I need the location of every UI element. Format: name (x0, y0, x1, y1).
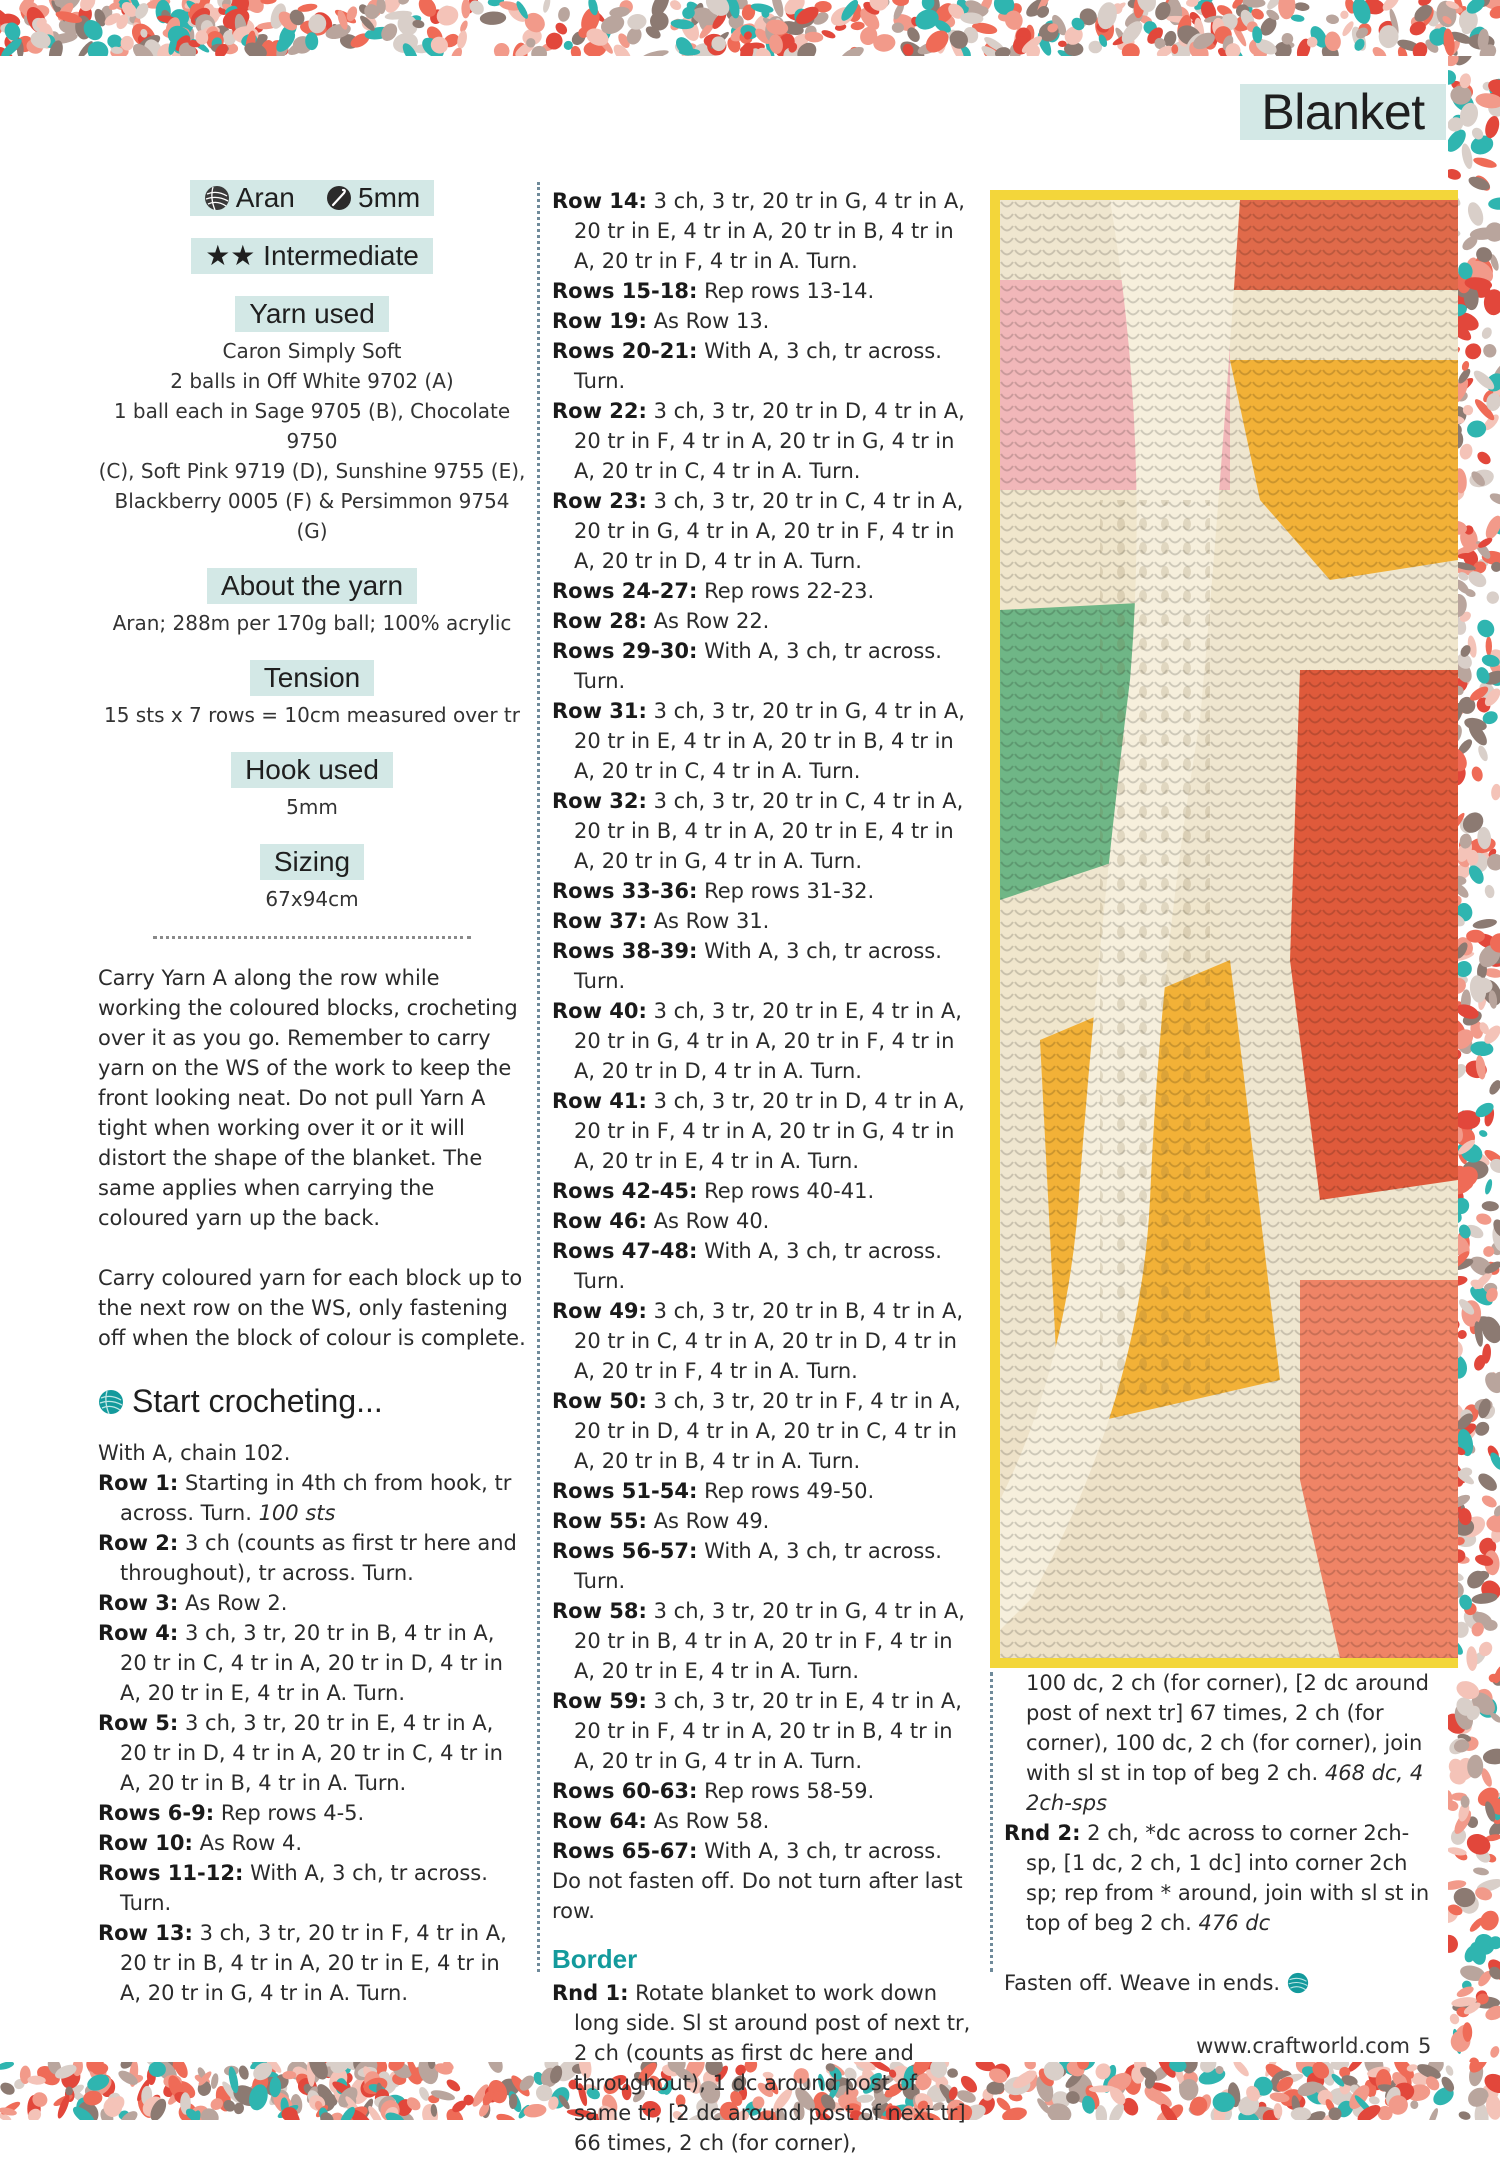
pebble-shape (210, 2073, 220, 2090)
left-column (98, 180, 526, 2008)
pebble-shape (1480, 326, 1494, 341)
page-number: 5 (1418, 2034, 1432, 2058)
pebble-shape (839, 44, 866, 56)
instruction-row: Rows 20-21: With A, 3 ch, tr across. Turn. (552, 339, 942, 393)
pebble-shape (1022, 2062, 1038, 2072)
pebble-shape (1294, 2, 1310, 12)
pebble-shape (1484, 589, 1500, 606)
instruction-row: Rows 60-63: Rep rows 58-59. (552, 1779, 875, 1803)
instruction-row: Row 4: 3 ch, 3 tr, 20 tr in B, 4 tr in A, 20 tr in C, 4 tr in A, 20 tr in D, 4 tr in A, 20 tr in E, 4 tr in A. Turn. (98, 1621, 503, 1705)
pebble-shape (0, 2062, 15, 2071)
pebble-shape (1462, 340, 1484, 362)
pebble-shape (1456, 1329, 1468, 1340)
fasten-off-note: Fasten off. Weave in ends. (1004, 1968, 1434, 1998)
pebble-shape (1448, 1932, 1461, 1956)
instruction-row: Row 37: As Row 31. (552, 909, 770, 933)
sizing-heading: Sizing (260, 844, 364, 880)
instruction-row: Rows 6-9: Rep rows 4-5. (98, 1801, 365, 1825)
pebble-shape (641, 48, 669, 56)
pebble-shape (557, 6, 571, 23)
about-yarn-text: Aran; 288m per 170g ball; 100% acrylic (112, 611, 512, 635)
instruction-row: Row 19: As Row 13. (552, 309, 770, 333)
pebble-shape (1466, 1646, 1478, 1671)
pebble-shape (1475, 1470, 1500, 1494)
instruction-row: Row 32: 3 ch, 3 tr, 20 tr in C, 4 tr in A, 20 tr in B, 4 tr in A, 20 tr in E, 4 tr in A, 20 tr in G, 4 tr in A. Turn. (552, 789, 964, 873)
pebble-shape (1472, 156, 1498, 170)
pebble-shape (1481, 342, 1499, 360)
pebble-shape (1486, 1514, 1500, 1532)
blanket-photo (990, 190, 1458, 1668)
start-crocheting-heading (98, 1383, 526, 1420)
instruction-row: Row 2: 3 ch (counts as first tr here and throughout), tr across. Turn. (98, 1531, 517, 1585)
hook-used-heading: Hook used (231, 752, 393, 788)
pebble-shape (1480, 1493, 1499, 1510)
dotted-divider (153, 936, 471, 939)
instruction-row: Row 22: 3 ch, 3 tr, 20 tr in D, 4 tr in A, 20 tr in F, 4 tr in A, 20 tr in G, 4 tr in A, 20 tr in C, 4 tr in A. Turn. (552, 399, 965, 483)
instructions-right (1004, 1668, 1434, 1998)
instruction-row: Row 13: 3 ch, 3 tr, 20 tr in F, 4 tr in A, 20 tr in B, 4 tr in A, 20 tr in E, 4 tr in A, 20 tr in G, 4 tr in A. Turn. (98, 1921, 507, 2005)
pebble-shape (1231, 2062, 1251, 2079)
pebble-shape (1488, 197, 1500, 210)
page-title: Blanket (1240, 84, 1446, 140)
instruction-row: Row 46: As Row 40. (552, 1209, 770, 1233)
pebble-shape (1488, 491, 1500, 507)
pebble-shape (1482, 1747, 1500, 1765)
pebble-shape (1470, 765, 1484, 782)
pebble-shape (1476, 744, 1489, 762)
yarn-used-line: (C), Soft Pink 9719 (D), Sunshine 9755 (E), (98, 459, 526, 483)
final-note: Do not fasten off. Do not turn after last row. (552, 1869, 963, 1923)
instruction-row: Row 64: As Row 58. (552, 1809, 770, 1833)
yarn-used-line: Caron Simply Soft (222, 339, 402, 363)
yarn-used-line: 1 ball each in Sage 9705 (B), Chocolate 9750 (113, 399, 511, 453)
instruction-row: Rows 15-18: Rep rows 13-14. (552, 279, 875, 303)
pebble-shape (456, 30, 469, 50)
pebble-shape (0, 2080, 17, 2097)
pebble-shape (1475, 449, 1493, 467)
pebble-shape (237, 2064, 250, 2080)
instruction-row: Row 23: 3 ch, 3 tr, 20 tr in C, 4 tr in A, 20 tr in G, 4 tr in A, 20 tr in F, 4 tr in A, 20 tr in D, 4 tr in A. Turn. (552, 489, 964, 573)
instruction-row: Rows 29-30: With A, 3 ch, tr across. Turn. (552, 639, 942, 693)
row-list (552, 186, 980, 1866)
crochet-blanket-illustration (1000, 200, 1458, 1658)
pebble-shape (479, 11, 506, 26)
yarn-ball-icon (98, 1389, 124, 1415)
footer-url[interactable]: www.craftworld.com (1196, 2034, 1410, 2058)
instruction-row: Row 5: 3 ch, 3 tr, 20 tr in E, 4 tr in A, 20 tr in D, 4 tr in A, 20 tr in C, 4 tr in A, 20 tr in B, 4 tr in A. Turn. (98, 1711, 503, 1795)
instruction-row: Row 3: As Row 2. (98, 1591, 288, 1615)
pebble-shape (1410, 2100, 1419, 2110)
top-pebble-border (0, 0, 1500, 56)
difficulty-chip (191, 238, 433, 274)
pebble-shape (1448, 167, 1462, 181)
hook-icon (326, 185, 352, 211)
instruction-row: Row 41: 3 ch, 3 tr, 20 tr in D, 4 tr in A, 20 tr in F, 4 tr in A, 20 tr in G, 4 tr in A, 20 tr in E, 4 tr in A. Turn. (552, 1089, 965, 1173)
pebble-shape (1491, 784, 1500, 801)
pebble-shape (523, 2103, 548, 2119)
instructions-left (98, 1438, 526, 2008)
pebble-shape (1468, 2056, 1481, 2062)
pebble-shape (1325, 14, 1339, 25)
instruction-row: Row 50: 3 ch, 3 tr, 20 tr in F, 4 tr in A, 20 tr in D, 4 tr in A, 20 tr in C, 4 tr in A, 20 tr in B, 4 tr in A. Turn. (552, 1389, 961, 1473)
instruction-row: Row 31: 3 ch, 3 tr, 20 tr in G, 4 tr in A, 20 tr in E, 4 tr in A, 20 tr in B, 4 tr in A, 20 tr in C, 4 tr in A. Turn. (552, 699, 965, 783)
pebble-shape (1171, 44, 1178, 54)
instruction-row: Row 1: Starting in 4th ch from hook, tr across. Turn. 100 sts (98, 1471, 512, 1525)
pebble-shape (1465, 419, 1487, 439)
column-divider (990, 1672, 993, 1972)
yarn-used-line: 2 balls in Off White 9702 (A) (170, 369, 454, 393)
pebble-shape (121, 36, 134, 51)
border-round-1: Rnd 1: Rotate blanket to work down long side. Sl st around post of next tr, 2 ch (counts as first dc here and throughout), 1 dc around post of same tr, [2 dc around post of next tr] 66 times, 2 ch (for corner), (552, 1981, 971, 2155)
pebble-shape (1472, 1866, 1489, 1876)
column-divider (537, 182, 540, 1972)
start-heading-text: Start crocheting... (132, 1383, 383, 1419)
pebble-shape (1444, 2064, 1455, 2077)
pebble-shape (1472, 917, 1498, 930)
pebble-shape (1475, 1212, 1493, 1227)
pebble-shape (434, 3, 461, 28)
pebble-shape (1484, 1178, 1494, 1195)
pebble-shape (445, 2077, 463, 2094)
hook-used-text: 5mm (286, 795, 338, 819)
instruction-row: Rows 56-57: With A, 3 ch, tr across. Turn. (552, 1539, 942, 1593)
pebble-shape (1481, 1201, 1499, 1212)
pebble-shape (542, 0, 552, 13)
instruction-row: Row 40: 3 ch, 3 tr, 20 tr in E, 4 tr in A, 20 tr in G, 4 tr in A, 20 tr in F, 4 tr in A, 20 tr in D, 4 tr in A. Turn. (552, 999, 962, 1083)
border-heading: Border (552, 1944, 638, 1974)
pebble-shape (626, 13, 647, 31)
instruction-row: Rows 11-12: With A, 3 ch, tr across. Turn. (98, 1861, 488, 1915)
instruction-row: Rows 24-27: Rep rows 22-23. (552, 579, 875, 603)
instruction-row: Row 28: As Row 22. (552, 609, 770, 633)
pebble-shape (1474, 616, 1498, 640)
about-yarn-heading: About the yarn (207, 568, 417, 604)
tension-heading: Tension (250, 660, 375, 696)
instruction-row: Row 14: 3 ch, 3 tr, 20 tr in G, 4 tr in A, 20 tr in E, 4 tr in A, 20 tr in B, 4 tr in A, 20 tr in F, 4 tr in A. Turn. (552, 189, 965, 273)
instruction-row: Rows 47-48: With A, 3 ch, tr across. Turn. (552, 1239, 942, 1293)
pebble-shape (493, 42, 510, 56)
instructions-middle (552, 186, 980, 2158)
yarn-used-heading: Yarn used (235, 296, 389, 332)
pebble-shape (1484, 884, 1496, 899)
pebble-shape (1489, 2045, 1500, 2059)
pebble-shape (1483, 513, 1500, 541)
yarn-weight: Aran (235, 182, 295, 213)
pebble-shape (1465, 200, 1486, 228)
pebble-shape (1487, 1078, 1500, 1096)
instruction-row: Rows 42-45: Rep rows 40-41. (552, 1179, 875, 1203)
pebble-shape (495, 2112, 517, 2120)
border-round-2: Rnd 2: 2 ch, *dc across to corner 2ch-sp, [1 dc, 2 ch, 1 dc] into corner 2ch sp; rep from * around, join with sl st in top of beg 2 ch. 476 dc (1004, 1821, 1430, 1935)
pattern-info (98, 180, 526, 939)
note-paragraph: Carry coloured yarn for each block up to the next row on the WS, only fastening off when the block of colour is complete. (98, 1266, 526, 1350)
pebble-shape (484, 2062, 505, 2075)
yarn-used-list (98, 336, 526, 546)
instruction-row: Row 55: As Row 49. (552, 1509, 770, 1533)
pebble-shape (1478, 1129, 1488, 1138)
border-round-1-continued: 100 dc, 2 ch (for corner), [2 dc around post of next tr] 67 times, 2 ch (for corner), 100 dc, 2 ch (for corner), join with sl st in top of beg 2 ch. 468 dc, 4 2ch-sps (1026, 1671, 1429, 1815)
pebble-shape (850, 21, 865, 31)
instruction-row: Rows 33-36: Rep rows 31-32. (552, 879, 875, 903)
instruction-row: Rows 38-39: With A, 3 ch, tr across. Turn. (552, 939, 942, 993)
instruction-row: Rows 65-67: With A, 3 ch, tr across. (552, 1839, 942, 1863)
yarn-ball-icon (1287, 1972, 1309, 1994)
hook-size: 5mm (358, 182, 421, 213)
pebble-shape (1426, 2107, 1439, 2120)
difficulty-stars: ★★ (205, 240, 256, 271)
instruction-row: Row 58: 3 ch, 3 tr, 20 tr in G, 4 tr in A, 20 tr in B, 4 tr in A, 20 tr in F, 4 tr in A, 20 tr in E, 4 tr in A. Turn. (552, 1599, 965, 1683)
note-paragraph: Carry Yarn A along the row while working the coloured blocks, crocheting over it as you go. Remember to carry yarn on the WS of the work to keep the front looking neat. Do not pull Yarn A tight when working over it or it will distort the shape of the blanket. The same applies when carrying the coloured yarn up the back. (98, 966, 518, 1230)
yarn-weight-chip (190, 180, 435, 216)
yarn-used-line: Blackberry 0005 (F) & Persimmon 9754 (G) (114, 489, 510, 543)
difficulty-level: Intermediate (263, 240, 419, 271)
instruction-row: Row 59: 3 ch, 3 tr, 20 tr in E, 4 tr in A, 20 tr in F, 4 tr in A, 20 tr in B, 4 tr in A, 20 tr in G, 4 tr in A. Turn. (552, 1689, 962, 1773)
instruction-row: Rows 51-54: Rep rows 49-50. (552, 1479, 875, 1503)
instruction-intro: With A, chain 102. (98, 1441, 291, 1465)
instruction-row: Row 10: As Row 4. (98, 1831, 302, 1855)
pebble-shape (668, 0, 683, 12)
pebble-shape (1458, 2110, 1472, 2120)
tension-text: 15 sts x 7 rows = 10cm measured over tr (104, 703, 520, 727)
pebble-shape (461, 0, 470, 18)
pebble-shape (891, 0, 909, 7)
instruction-row: Row 49: 3 ch, 3 tr, 20 tr in B, 4 tr in A, 20 tr in C, 4 tr in A, 20 tr in D, 4 tr in A, 20 tr in F, 4 tr in A. Turn. (552, 1299, 964, 1383)
sizing-text: 67x94cm (265, 887, 359, 911)
yarn-ball-icon (204, 185, 230, 211)
